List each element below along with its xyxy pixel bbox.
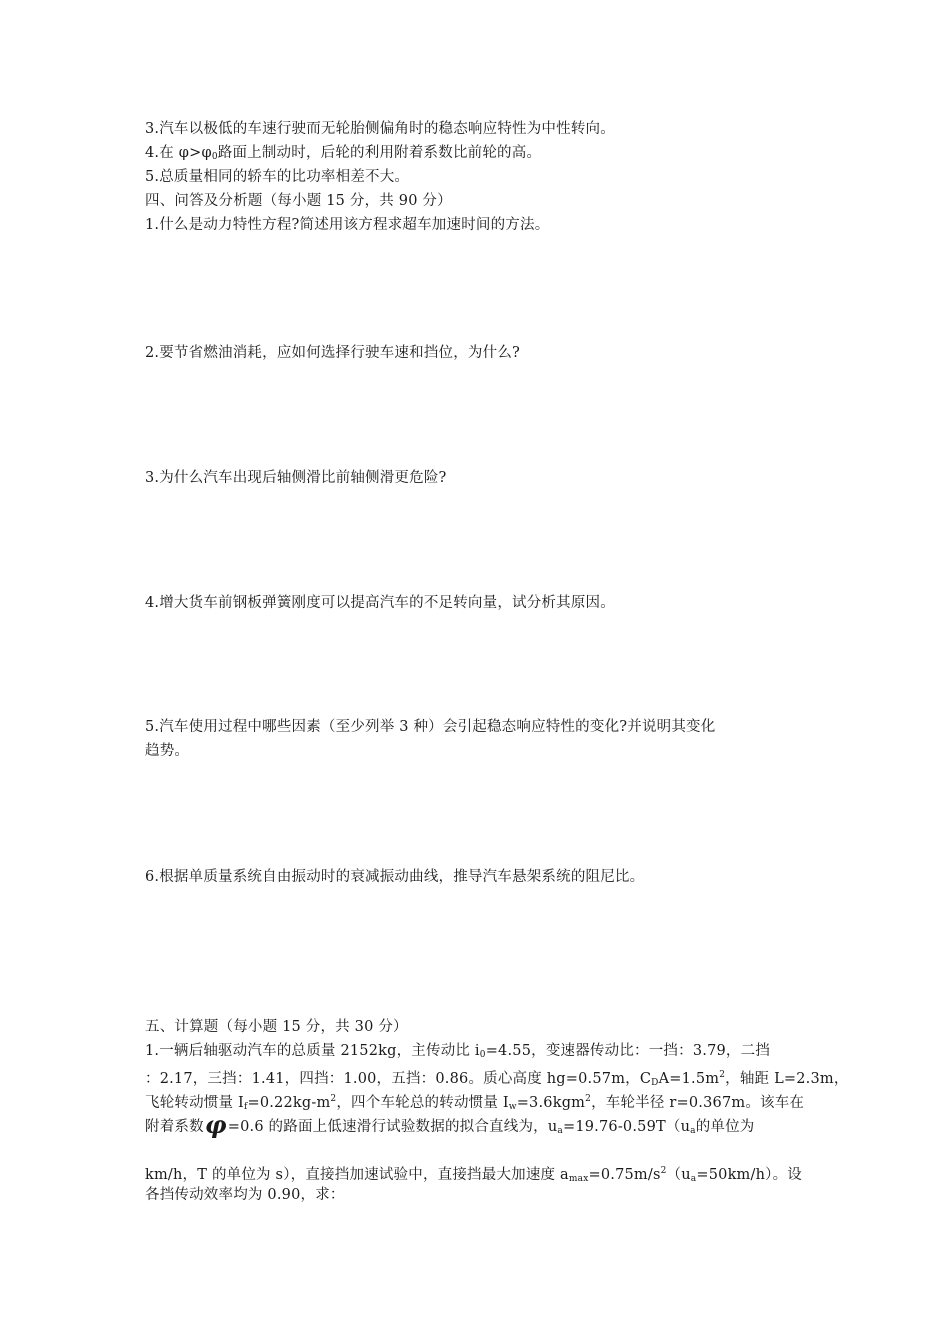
question-4-1: 1.什么是动力特性方程?简述用该方程求超车加速时间的方法。: [145, 217, 550, 233]
text-run: ：2.17，三挡：1.41，四挡：1.00，五挡：0.86。质心高度 hg=0.57m，C: [145, 1071, 652, 1087]
true-false-item-4: [145, 142, 825, 168]
text-run: =50km/h）。设: [696, 1167, 802, 1183]
text-run: =0.22kg-m: [247, 1095, 331, 1111]
subscript: a: [690, 1126, 696, 1136]
true-false-item-3: 3.汽车以极低的车速行驶而无轮胎侧偏角时的稳态响应特性为中性转向。: [145, 121, 615, 137]
text-run: 飞轮转动惯量 I: [145, 1095, 244, 1111]
question-4-2: 2.要节省燃油消耗，应如何选择行驶车速和挡位，为什么?: [145, 345, 521, 361]
text-run: A=1.5m: [658, 1071, 720, 1087]
subscript: f: [243, 1102, 248, 1112]
subscript: a: [690, 1174, 697, 1184]
question-4-5-line-1: 5.汽车使用过程中哪些因素（至少列举 3 种）会引起稳态响应特性的变化?并说明其变化: [145, 719, 716, 735]
item-4-tail: 路面上制动时，后轮的利用附着系数比前轮的高。: [217, 145, 542, 161]
subscript: max: [568, 1174, 589, 1184]
subscript: 0: [211, 152, 218, 162]
text-run: （u: [666, 1167, 691, 1183]
true-false-item-5: 5.总质量相同的轿车的比功率相差不大。: [145, 169, 410, 185]
question-4-4: 4.增大货车前钢板弹簧刚度可以提高汽车的不足转向量，试分析其原因。: [145, 595, 615, 611]
text-run: 1.一辆后轴驱动汽车的总质量 2152kg，主传动比 i: [145, 1043, 480, 1059]
text-run: ，四个车轮总的转动惯量 I: [336, 1095, 509, 1111]
question-4-5-line-2: 趋势。: [145, 743, 190, 759]
question-4-6: 6.根据单质量系统自由振动时的衰减振动曲线，推导汽车悬架系统的阻尼比。: [145, 869, 645, 885]
phi-symbol: φ: [204, 1110, 227, 1139]
text-run: =19.76-0.59T（u: [562, 1119, 691, 1135]
text-run: =3.6kgm: [516, 1095, 586, 1111]
question-4-3: 3.为什么汽车出现后轴侧滑比前轴侧滑更危险?: [145, 470, 447, 486]
text-run: =0.6 的路面上低速滑行试验数据的拟合直线为，u: [227, 1119, 558, 1135]
section-4-heading: 四、问答及分析题（每小题 15 分，共 90 分）: [145, 193, 452, 209]
subscript: w: [508, 1102, 517, 1112]
superscript: 2: [330, 1094, 337, 1104]
section-5-heading: 五、计算题（每小题 15 分，共 30 分）: [145, 1019, 408, 1035]
text-run: 的单位为: [695, 1119, 755, 1135]
superscript: 2: [585, 1094, 592, 1104]
problem-5-1-line-1: [145, 1040, 825, 1066]
problem-5-1-line-6: 各挡传动效率均为 0.90，求：: [145, 1187, 345, 1203]
subscript: a: [557, 1126, 563, 1136]
text-run: ，车轮半径 r=0.367m。该车在: [591, 1095, 805, 1111]
superscript: 2: [660, 1166, 667, 1176]
text-run: km/h，T 的单位为 s），直接挡加速试验中，直接挡最大加速度 a: [145, 1167, 569, 1183]
superscript: 2: [719, 1070, 726, 1080]
text-run: =4.55，变速器传动比：一挡：3.79，二挡: [485, 1043, 771, 1059]
subscript: D: [651, 1078, 659, 1088]
subscript: 0: [479, 1050, 486, 1060]
text-run: =0.75m/s: [588, 1167, 661, 1183]
text-run: 附着系数: [145, 1119, 204, 1135]
problem-5-1-line-4: [145, 1110, 825, 1142]
text-run: ，轴距 L=2.3m，: [725, 1071, 849, 1087]
item-4-lead: 4.在 φ>φ: [145, 145, 212, 161]
